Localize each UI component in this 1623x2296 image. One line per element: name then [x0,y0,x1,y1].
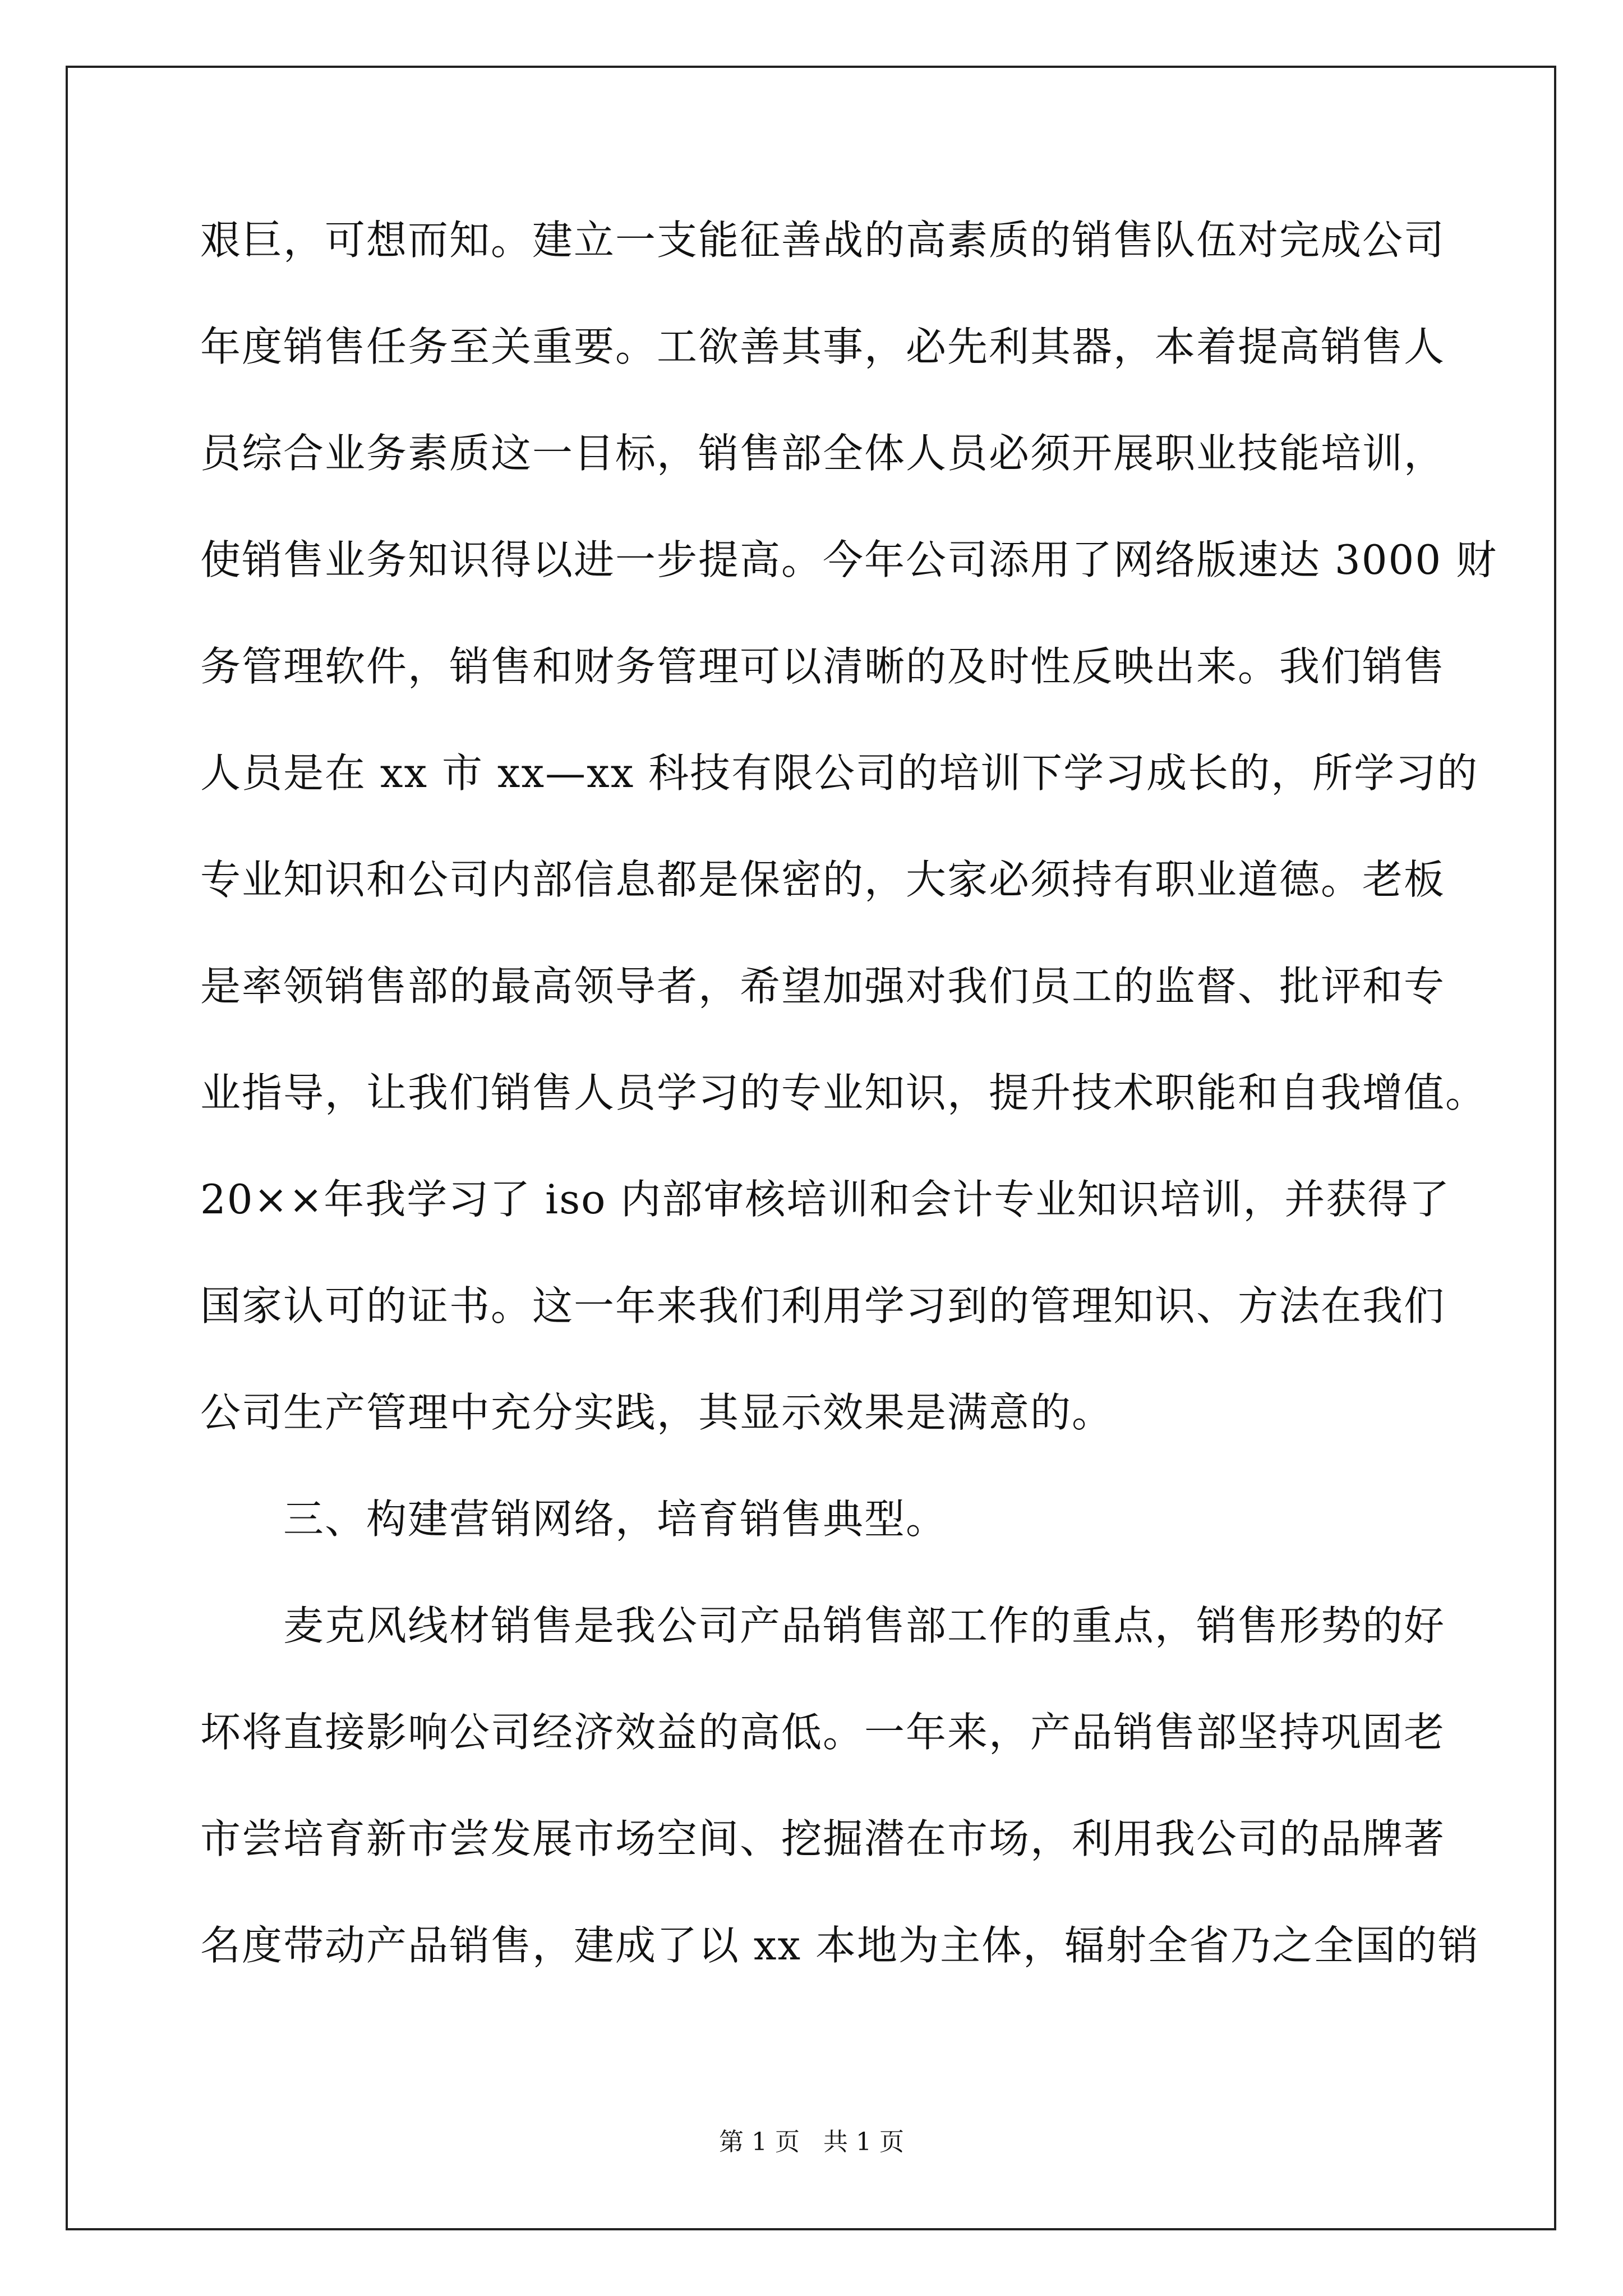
text-line: 艰巨，可想而知。建立一支能征善战的高素质的销售队伍对完成公司 [200,217,1446,264]
text-line: 名度带动产品销售，建成了以 xx 本地为主体，辐射全省乃之全国的销 [200,1922,1479,1969]
text-line: 是率领销售部的最高领导者，希望加强对我们员工的监督、批评和专 [200,963,1446,1010]
page-footer: 第 1 页 共 1 页 [719,2128,904,2156]
text-line: 20××年我学习了 iso 内部审核培训和会计专业知识培训，并获得了 [200,1176,1451,1223]
text-line: 国家认可的证书。这一年来我们利用学习到的管理知识、方法在我们 [200,1282,1446,1329]
text-line: 员综合业务素质这一目标，销售部全体人员必须开展职业技能培训， [200,430,1446,477]
text-line: 年度销售任务至关重要。工欲善其事，必先利其器，本着提高销售人 [200,323,1446,370]
section-heading: 三、构建营销网络，培育销售典型。 [283,1496,948,1543]
text-line: 务管理软件，销售和财务管理可以清晰的及时性反映出来。我们销售 [200,643,1446,690]
text-line: 人员是在 xx 市 xx—xx 科技有限公司的培训下学习成长的，所学习的 [200,749,1479,797]
text-line: 市尝培育新市尝发展市场空间、挖掘潜在市场，利用我公司的品牌著 [200,1815,1446,1862]
document-body [200,213,1498,2025]
text-line: 公司生产管理中充分实践，其显示效果是满意的。 [200,1389,1114,1436]
text-line: 坏将直接影响公司经济效益的高低。一年来，产品销售部坚持巩固老 [200,1709,1446,1756]
text-line: 麦克风线材销售是我公司产品销售部工作的重点，销售形势的好 [283,1602,1446,1649]
text-line: 使销售业务知识得以进一步提高。今年公司添用了网络版速达 3000 财 [200,536,1498,583]
text-line: 专业知识和公司内部信息都是保密的，大家必须持有职业道德。老板 [200,856,1446,903]
text-line: 业指导，让我们销售人员学习的专业知识，提升技术职能和自我增值。 [200,1069,1487,1116]
